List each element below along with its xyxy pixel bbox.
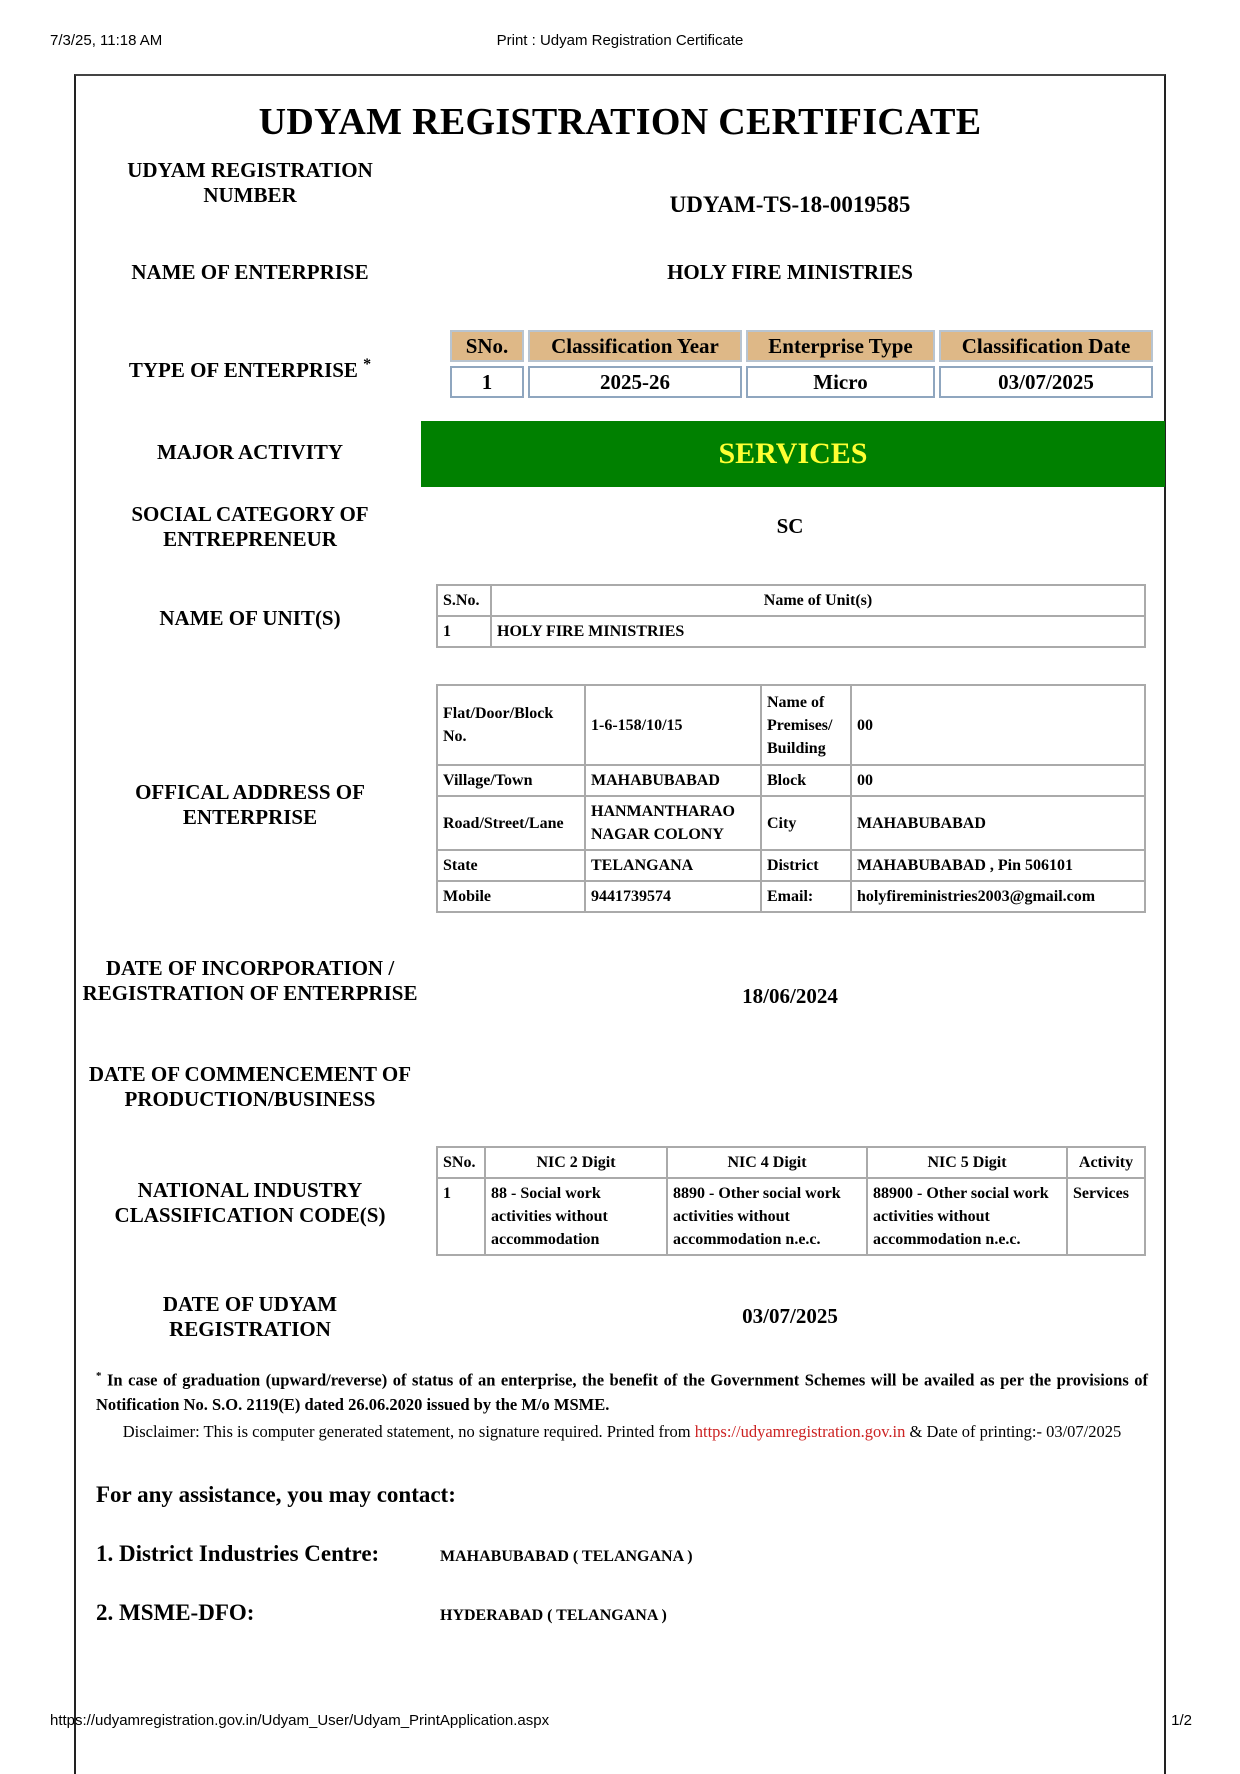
- type-label: [80, 352, 420, 383]
- incorporation-date: 18/06/2024: [742, 984, 838, 1008]
- addr-city: MAHABUBABAD: [851, 796, 1145, 850]
- nic-4digit: 8890 - Other social work activities without accommodation n.e.c.: [667, 1178, 867, 1255]
- addr-village: MAHABUBABAD: [585, 765, 761, 796]
- print-url: https://udyamregistration.gov.in/Udyam_User/Udyam_PrintApplication.aspx: [50, 1712, 550, 1729]
- page-number: 1/2: [1171, 1712, 1192, 1729]
- type-row: [450, 366, 1153, 398]
- type-th-type: Enterprise Type: [746, 330, 935, 362]
- dic-value: MAHABUBABAD ( TELANGANA ): [440, 1548, 693, 1565]
- nic-2digit: 88 - Social work activities without accommodation: [485, 1178, 667, 1255]
- addr-block: 00: [851, 765, 1145, 796]
- social-category-value: SC: [776, 514, 804, 538]
- print-title: Print : Udyam Registration Certificate: [496, 32, 744, 49]
- addr-mobile: 9441739574: [585, 881, 761, 912]
- social-category-label: SOCIAL CATEGORY OF ENTREPRENEUR: [131, 502, 369, 551]
- type-th-sno: SNo.: [450, 330, 524, 362]
- units-th-name: Name of Unit(s): [491, 585, 1145, 616]
- udyam-reg-date: 03/07/2025: [742, 1304, 838, 1328]
- disclaimer: [96, 1420, 1148, 1444]
- addr-state: TELANGANA: [585, 850, 761, 881]
- type-sno: 1: [450, 366, 524, 398]
- addr-village-label: Village/Town: [437, 765, 585, 796]
- addr-mobile-label: Mobile: [437, 881, 585, 912]
- footnote-asterisk: *: [96, 1370, 102, 1382]
- type-date: 03/07/2025: [939, 366, 1153, 398]
- nic-th-sno: SNo.: [437, 1147, 485, 1178]
- nic-th-4digit: NIC 4 Digit: [667, 1147, 867, 1178]
- units-table: [436, 584, 1146, 648]
- nic-table: [436, 1146, 1146, 1256]
- address-label: OFFICAL ADDRESS OF ENTERPRISE: [135, 780, 365, 829]
- addr-premises: 00: [851, 685, 1145, 765]
- nic-row: [437, 1178, 1145, 1255]
- type-th-date: Classification Date: [939, 330, 1153, 362]
- print-timestamp: 7/3/25, 11:18 AM: [50, 32, 163, 49]
- addr-flat-label: Flat/Door/Block No.: [437, 685, 585, 765]
- disclaimer-pre: Disclaimer: This is computer generated statement, no signature required. Printed from: [122, 1422, 695, 1441]
- addr-block-label: Block: [761, 765, 851, 796]
- nic-th-5digit: NIC 5 Digit: [867, 1147, 1067, 1178]
- enterprise-name-label: NAME OF ENTERPRISE: [131, 260, 369, 284]
- type-asterisk: *: [363, 356, 372, 373]
- units-row: [437, 616, 1145, 647]
- addr-road-label: Road/Street/Lane: [437, 796, 585, 850]
- commencement-label: DATE OF COMMENCEMENT OF PRODUCTION/BUSINESS: [88, 1062, 412, 1111]
- type-th-year: Classification Year: [528, 330, 742, 362]
- dic-label: 1. District Industries Centre:: [96, 1541, 380, 1566]
- assistance-heading: For any assistance, you may contact:: [96, 1482, 456, 1507]
- nic-5digit: 88900 - Other social work activities without accommodation n.e.c.: [867, 1178, 1067, 1255]
- addr-state-label: State: [437, 850, 585, 881]
- major-activity-label: MAJOR ACTIVITY: [156, 440, 344, 464]
- udyam-reg-date-label: DATE OF UDYAM REGISTRATION: [162, 1292, 338, 1341]
- msme-label: 2. MSME-DFO:: [96, 1600, 255, 1625]
- footnote: [96, 1364, 1148, 1417]
- nic-th-activity: Activity: [1067, 1147, 1145, 1178]
- certificate-title: UDYAM REGISTRATION CERTIFICATE: [258, 101, 982, 143]
- addr-district: MAHABUBABAD , Pin 506101: [851, 850, 1145, 881]
- type-year: 2025-26: [528, 366, 742, 398]
- major-activity-banner: SERVICES: [421, 421, 1165, 487]
- type-label-text: TYPE OF ENTERPRISE: [128, 358, 358, 382]
- addr-city-label: City: [761, 796, 851, 850]
- addr-road: HANMANTHARAO NAGAR COLONY: [585, 796, 761, 850]
- units-name: HOLY FIRE MINISTRIES: [491, 616, 1145, 647]
- units-label: NAME OF UNIT(S): [159, 606, 341, 630]
- nic-th-2digit: NIC 2 Digit: [485, 1147, 667, 1178]
- disclaimer-post: & Date of printing:- 03/07/2025: [905, 1422, 1122, 1441]
- addr-premises-label: Name of Premises/ Building: [761, 685, 851, 765]
- type-enterprise: Micro: [746, 366, 935, 398]
- addr-flat: 1-6-158/10/15: [585, 685, 761, 765]
- nic-activity: Services: [1067, 1178, 1145, 1255]
- incorporation-label: DATE OF INCORPORATION / REGISTRATION OF ENTERPRISE: [82, 956, 418, 1005]
- addr-district-label: District: [761, 850, 851, 881]
- nic-label: NATIONAL INDUSTRY CLASSIFICATION CODE(S): [114, 1178, 386, 1227]
- units-sno: 1: [437, 616, 491, 647]
- nic-sno: 1: [437, 1178, 485, 1255]
- address-table: [436, 684, 1146, 913]
- enterprise-name-value: HOLY FIRE MINISTRIES: [667, 260, 913, 284]
- reg-number-value: UDYAM-TS-18-0019585: [669, 192, 911, 217]
- addr-email-label: Email:: [761, 881, 851, 912]
- addr-email: holyfireministries2003@gmail.com: [851, 881, 1145, 912]
- units-th-sno: S.No.: [437, 585, 491, 616]
- msme-value: HYDERABAD ( TELANGANA ): [440, 1607, 667, 1624]
- footnote-text: In case of graduation (upward/reverse) of status of an enterprise, the benefit of the Government Schemes will be availed as per the provisions of Notification No. S.O. 2119(E) dated 26.06.2020 issued by the M/o MSME.: [96, 1370, 1148, 1414]
- type-table: [446, 326, 1157, 402]
- reg-number-label: UDYAM REGISTRATION NUMBER: [127, 158, 373, 207]
- disclaimer-link[interactable]: https://udyamregistration.gov.in: [694, 1422, 906, 1441]
